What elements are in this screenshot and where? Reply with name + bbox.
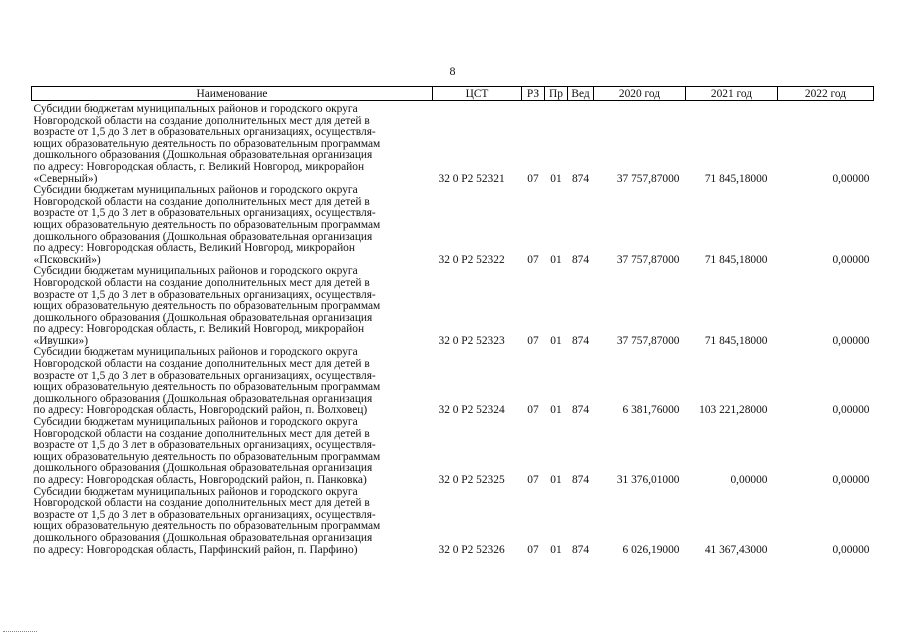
row-2021: 71 845,18000 [704,172,768,185]
row-2022: 0,00000 [832,172,870,185]
row-rz: 07 [527,253,539,266]
row-2021: 103 221,28000 [699,404,768,417]
row-name-line: по адресу: Новгородская область, г. Великий Новгород, микрорайон [33,323,365,336]
row-ved: 874 [571,404,590,417]
row-name-line: по адресу: Новгородская область, Новгородский район, п. Панковка) [33,474,367,486]
table-row [32,185,874,266]
table-row [32,266,874,347]
footer-mark [3,631,37,632]
row-name-line: возрасте от 1,5 до 3 лет в образовательных организациях, осуществля- [33,207,376,220]
header-name: Наименование [32,87,433,101]
row-rz: 07 [527,404,539,417]
row-name [32,487,433,557]
row-2020: 31 376,01000 [616,474,680,486]
row-name-line: «Псковский») [33,253,101,266]
row-name-line: ющих образовательную деятельность по образовательным программам [33,218,381,231]
row-2021: 71 845,18000 [704,334,768,347]
row-2020: 6 026,19000 [622,543,680,556]
page-number: 8 [449,64,456,78]
row-pr: 01 [550,334,562,347]
row-2022: 0,00000 [832,543,870,556]
row-name-line: по адресу: Новгородская область, г. Великий Новгород, микрорайон [33,160,365,173]
row-name-line: Новгородской области на создание дополнительных мест для детей в [33,358,370,371]
row-name-line: дошкольного образования (Дошкольная образовательная организация [33,392,373,405]
row-name-line: ющих образовательную деятельность по образовательным программам [33,381,381,394]
row-2022: 0,00000 [832,474,870,486]
row-name-line: по адресу: Новгородская область, Великий Новгород, микрорайон [33,242,355,255]
row-pr: 01 [550,172,562,185]
row-2022: 0,00000 [832,404,870,417]
row-name [32,101,433,186]
row-2020: 6 381,76000 [622,404,680,417]
budget-table [31,86,874,556]
row-rz: 07 [527,172,539,185]
row-name-line: Новгородской области на создание дополнительных мест для детей в [33,114,370,127]
row-name-line: дошкольного образования (Дошкольная образовательная организация [33,230,373,243]
row-rz: 07 [527,334,539,347]
header-csr: ЦСТ [433,87,522,101]
header-rz: РЗ [522,87,545,101]
row-name [32,185,433,266]
row-rz: 07 [527,474,539,486]
header-2020: 2020 год [594,87,686,101]
row-2021: 41 367,43000 [704,543,768,556]
row-csr: 32 0 Р2 52324 [438,404,505,417]
row-name-line: «Ивушки») [33,334,88,347]
row-name-line: возрасте от 1,5 до 3 лет в образовательных организациях, осуществля- [33,439,376,452]
row-2021: 0,00000 [730,474,768,486]
table-row [32,101,874,186]
row-2020: 37 757,87000 [616,253,680,266]
row-name-line: ющих образовательную деятельность по образовательным программам [33,450,381,463]
header-2021: 2021 год [686,87,778,101]
row-name-line: Новгородской области на создание дополнительных мест для детей в [33,497,370,510]
row-name-line: Субсидии бюджетам муниципальных районов и городского округа [33,416,358,429]
row-name-line: Новгородской области на создание дополнительных мест для детей в [33,427,370,440]
row-name [32,417,433,487]
row-name-line: дошкольного образования (Дошкольная образовательная организация [33,311,373,324]
row-name-line: Новгородской области на создание дополнительных мест для детей в [33,276,370,289]
row-ved: 874 [571,334,590,347]
row-csr: 32 0 Р2 52323 [438,334,505,347]
row-name-line: Субсидии бюджетам муниципальных районов и городского округа [33,265,358,278]
header-pr: Пр [545,87,568,101]
row-pr: 01 [550,404,562,417]
row-csr: 32 0 Р2 52326 [438,543,505,556]
row-pr: 01 [550,474,562,486]
header-ved: Вед [568,87,594,101]
header-row [32,87,874,101]
table-row [32,487,874,557]
row-2022: 0,00000 [832,253,870,266]
row-2020: 37 757,87000 [616,172,680,185]
row-name-line: возрасте от 1,5 до 3 лет в образовательных организациях, осуществля- [33,288,376,301]
row-2020: 37 757,87000 [616,334,680,347]
row-name-line: возрасте от 1,5 до 3 лет в образовательных организациях, осуществля- [33,508,376,521]
row-name-line: Субсидии бюджетам муниципальных районов и городского округа [33,103,358,115]
row-rz: 07 [527,543,539,556]
row-pr: 01 [550,253,562,266]
row-name [32,266,433,347]
row-pr: 01 [550,543,562,556]
header-2022: 2022 год [778,87,874,101]
row-2022: 0,00000 [832,334,870,347]
row-name-line: Новгородской области на создание дополнительных мест для детей в [33,195,370,208]
row-name-line: по адресу: Новгородская область, Новгородский район, п. Волховец) [33,404,368,417]
row-name-line: «Северный») [33,172,98,185]
row-ved: 874 [571,543,590,556]
row-name [32,347,433,417]
row-name-line: дошкольного образования (Дошкольная образовательная организация [33,462,373,475]
row-ved: 874 [571,474,590,486]
row-name-line: ющих образовательную деятельность по образовательным программам [33,137,381,150]
table-body [32,101,874,557]
row-ved: 874 [571,253,590,266]
row-name-line: дошкольного образования (Дошкольная образовательная организация [33,149,373,162]
row-ved: 874 [571,172,590,185]
row-csr: 32 0 Р2 52321 [438,172,505,185]
row-csr: 32 0 Р2 52322 [438,253,505,266]
row-name-line: ющих образовательную деятельность по образовательным программам [33,300,381,313]
table-row [32,347,874,417]
row-name-line: ющих образовательную деятельность по образовательным программам [33,520,381,533]
row-name-line: возрасте от 1,5 до 3 лет в образовательных организациях, осуществля- [33,369,376,382]
row-csr: 32 0 Р2 52325 [438,474,505,486]
row-name-line: Субсидии бюджетам муниципальных районов и городского округа [33,184,358,197]
table-row [32,417,874,487]
table-header [32,87,874,101]
row-name-line: по адресу: Новгородская область, Парфинский район, п. Парфино) [33,543,358,556]
row-name-line: Субсидии бюджетам муниципальных районов и городского округа [33,485,358,498]
row-name-line: возрасте от 1,5 до 3 лет в образовательных организациях, осуществля- [33,126,376,139]
row-name-line: Субсидии бюджетам муниципальных районов и городского округа [33,346,358,359]
row-name-line: дошкольного образования (Дошкольная образовательная организация [33,531,373,544]
row-2021: 71 845,18000 [704,253,768,266]
